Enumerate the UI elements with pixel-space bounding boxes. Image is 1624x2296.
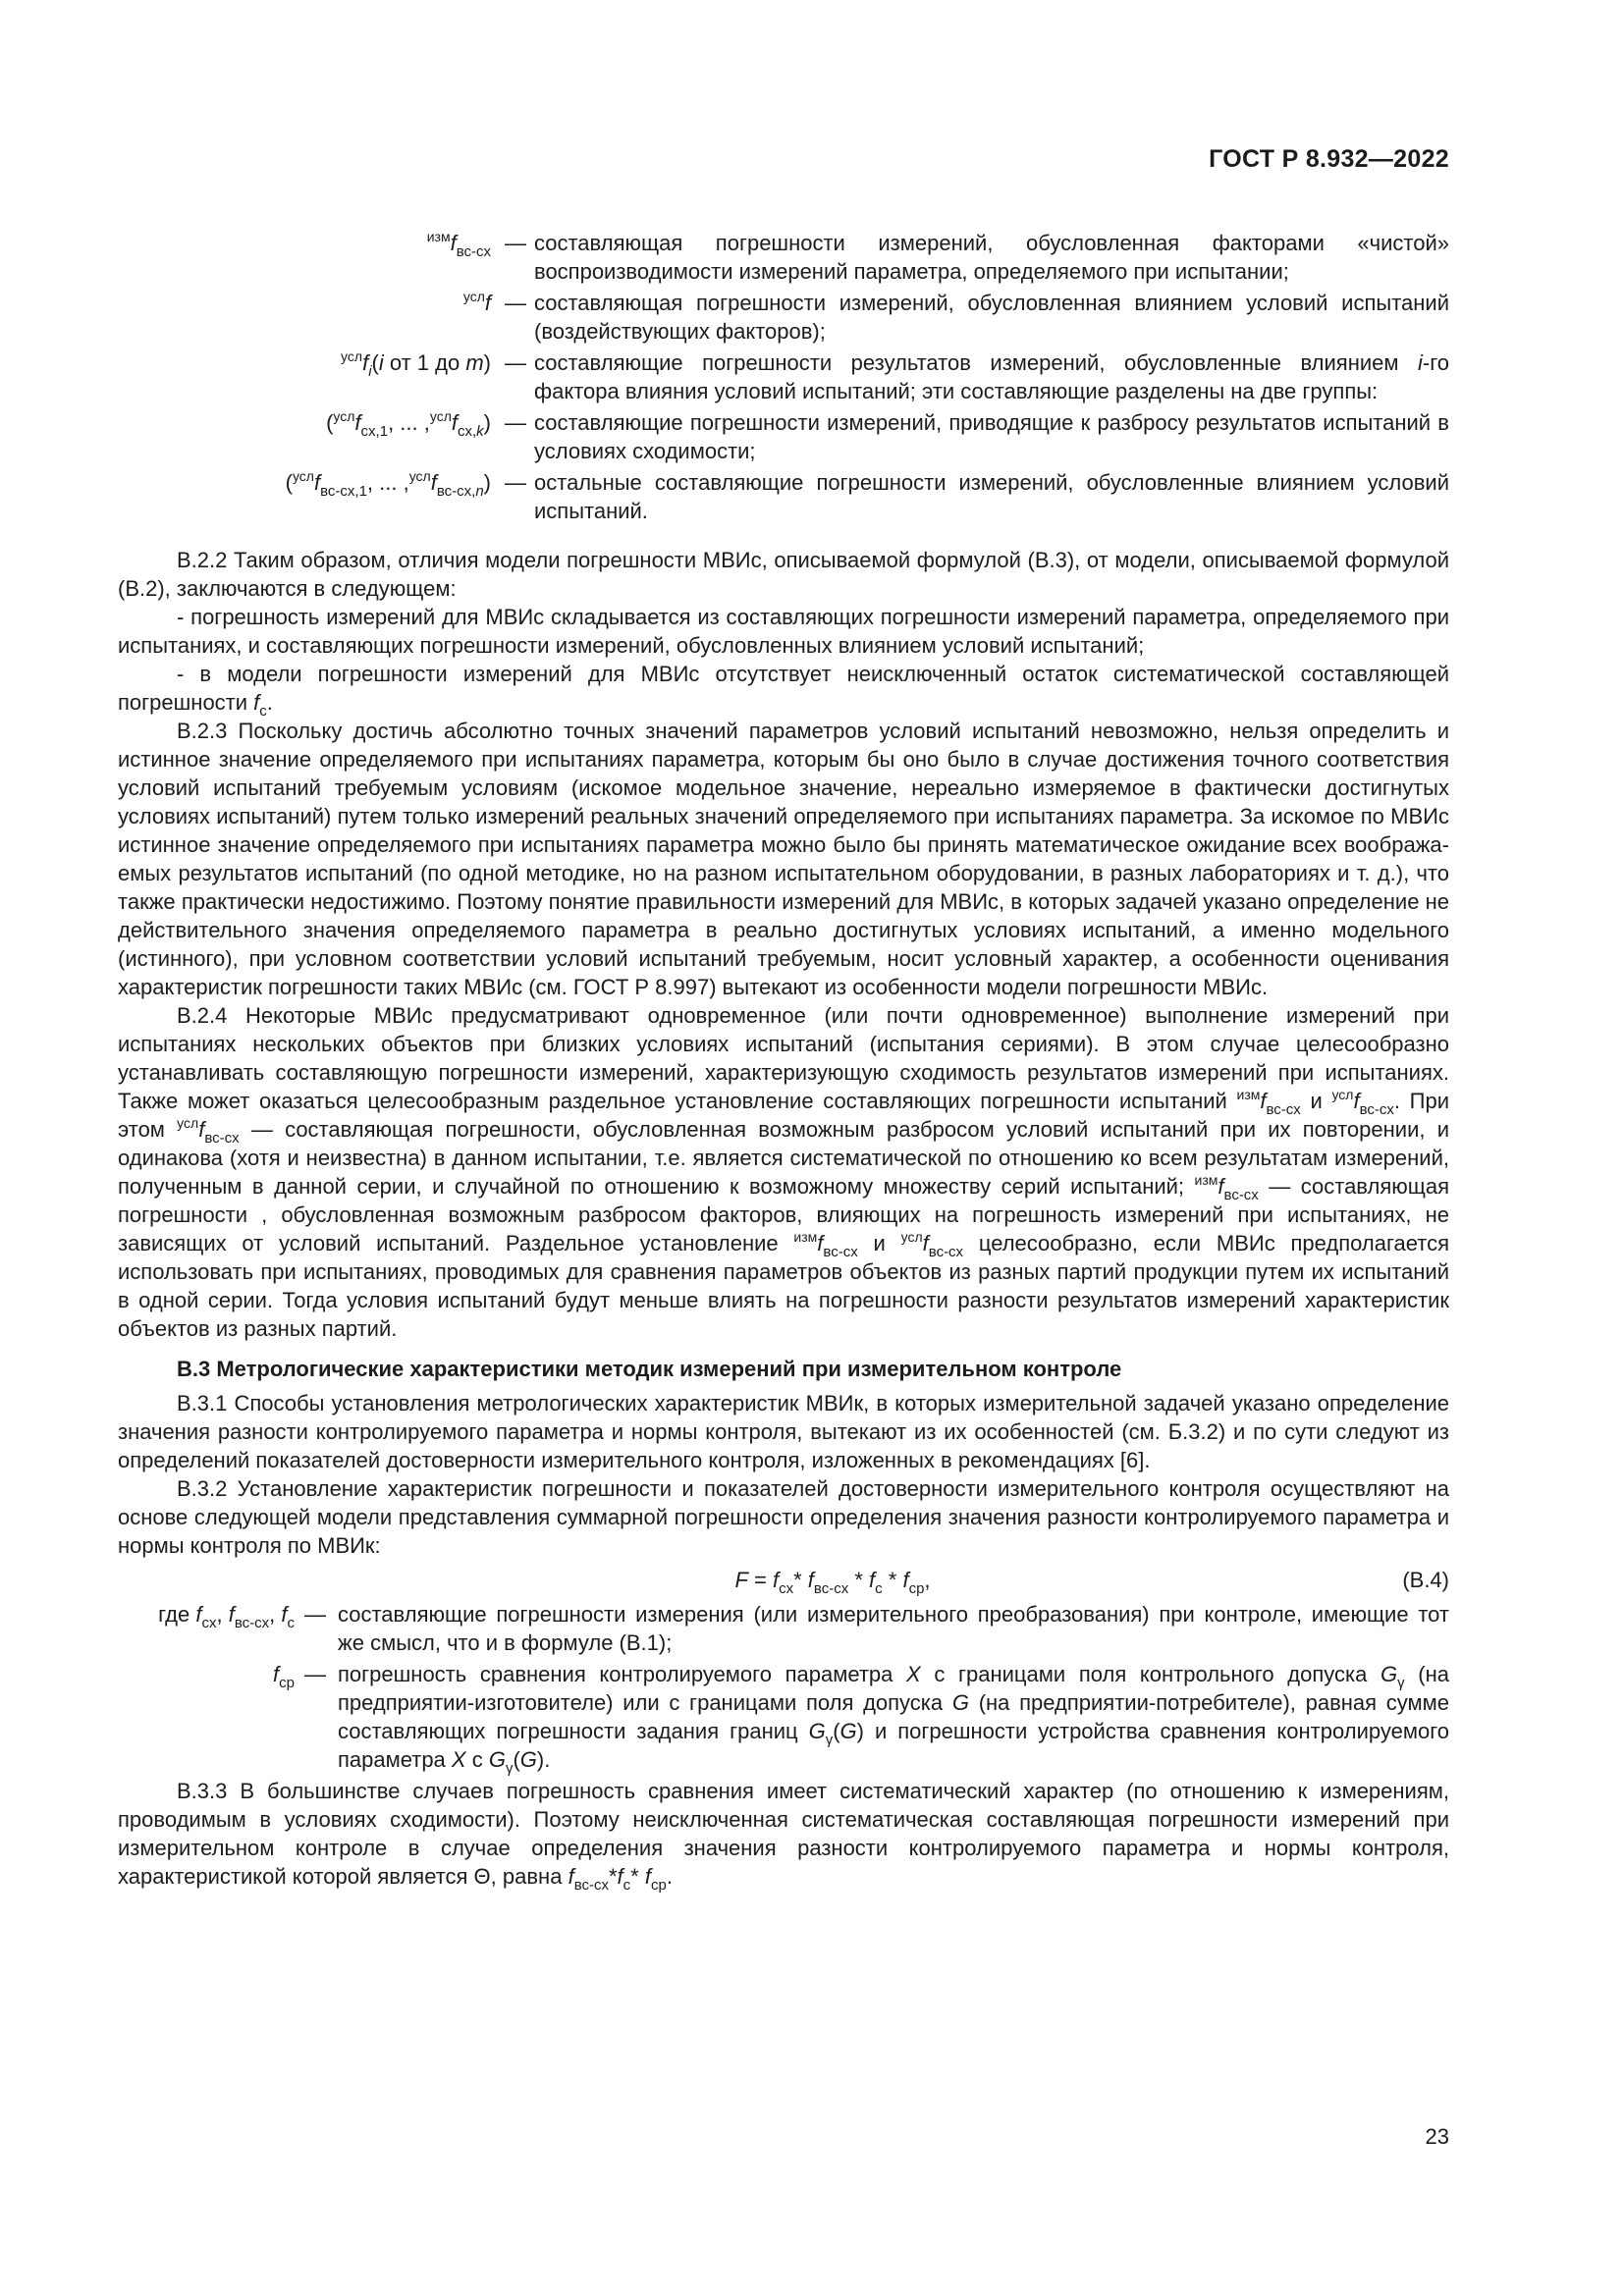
legend-dash: —	[304, 1602, 326, 1627]
legend-text: составляющие погрешности измерения (или измерительного преобразования) при контроле, имеющие тот же смысл, что и в формуле (В.1);	[338, 1602, 1449, 1655]
formula-b4	[118, 1566, 1449, 1597]
symbol-definitions	[118, 229, 1449, 528]
legend-row	[118, 1600, 1449, 1657]
definition-dash: —	[505, 410, 526, 435]
definition-dash: —	[505, 350, 526, 375]
paragraph-b32: В.3.2 Установление характеристик погрешности и показателей достоверности измерительного контроля осуществляют на основе следующей модели представления суммарной погрешности определения значения разности контролируемого параметра и нормы контроля по МВИк:	[118, 1476, 1449, 1558]
formula-number: (В.4)	[1402, 1568, 1449, 1592]
document-header: ГОСТ Р 8.932—2022	[1209, 145, 1449, 173]
definition-row	[118, 348, 1449, 405]
definition-symbol: ($^{усл}f_{вс-сх,1}$, ... $,^{усл}f_{вс-сх,n}$)	[285, 468, 491, 500]
section-heading-b3: В.3 Метрологические характеристики методик измерений при измерительном контроле	[177, 1357, 1122, 1381]
definition-row	[118, 289, 1449, 346]
definition-symbol: ($^{усл}f_{сх,1}$, ... $,^{усл}f_{сх,k}$)	[326, 408, 491, 440]
list-item: - погрешность измерений для МВИс складывается из составляющих погрешности измерений параметра, определяемого при испытаниях, и составляющих погрешности измерений, обусловленных влиянием условий испытаний;	[118, 605, 1449, 658]
definition-row	[118, 229, 1449, 286]
paragraph-b31: В.3.1 Способы установления метрологических характеристик МВИк, в которых измерительной задачей указано определение значения разности контролируемого параметра и нормы контроля, вытекают из их особенностей (см. Б.3.2) и по сути следуют из определений показателей достоверности измерительного контроля, изложенных в рекомендациях [6].	[118, 1391, 1449, 1472]
definition-dash: —	[505, 470, 526, 495]
paragraph-b23: В.2.3 Поскольку достичь абсолютно точных значений параметров условий испытаний невозможно, нельзя определить и истинное значение определяемого при испытаниях параметра, которым бы оно было в случае достижения точного соответствия условий испытаний требуемым условиям (искомое модельное значение, нереально измеряемое в фактически достигнутых условиях испытаний) путем только измерений реальных значений определяемого при испытаниях параметра. За искомое по МВИс истинное значение определяемого при испытаниях параметра можно было бы принять математическое ожидание всех воображаемых результатов испытаний (по одной методике, но на разном испытательном оборудовании, в разных лабораториях и т. д.), что также практически недостижимо. Поэтому понятие правильности измерений для МВИс, в которых задачей указано определение не действительного значения определяемого параметра в реально достигнутых условиях испытаний, а именно модельного (истинного), при условном соответствии условий испытаний требуемым, носит условный характер, а особенности оценивания характеристик погрешности таких МВИс (см. ГОСТ Р 8.997) вытекают из особенности модели погрешности МВИс.	[118, 719, 1449, 999]
legend-text: погрешность сравнения контролируемого параметра X с границами поля контрольного допуска $G_\gamma$ (на предприятии-изготовителе) или с границами поля допуска G (на предприятии-потребителе), равная сумме составляющих погрешности задания границ $G_\gamma(G)$ и погрешности устройства сравнения контролируемого параметра X с $G_\gamma(G)$.	[338, 1662, 1450, 1777]
definition-symbol: $^{усл}$f	[462, 289, 491, 315]
list-item: - в модели погрешности измерений для МВИс отсутствует неисключенный остаток систематической составляющей погрешности $f_с$.	[118, 662, 1449, 720]
paragraph-b22: В.2.2 Таким образом, отличия модели погрешности МВИс, описываемой формулой (В.3), от модели, описываемой формулой (В.2), заключаются в следующем:	[118, 548, 1449, 601]
definition-text: составляющая погрешности измерений, обусловленная факторами «чистой» воспроизводимости измерений параметра, определяемого при испытании;	[534, 231, 1449, 284]
paragraph-b24: В.2.4 Некоторые МВИс предусматривают одновременное (или почти одновременное) выполнение измерений при испытаниях нескольких объектов при близких условиях испытаний (испытания сериями). В этом случае целесообразно устанавливать составляющую погрешности измерений, характеризующую сходимость результатов измерений при испытаниях. Также может оказаться целесообразным раздельное установление составляющих погрешности испытаний $^{изм}f_{вс-сх}$ и $^{усл}f_{вс-сх}$. При этом $^{усл}f_{вс-сх}$ — составляющая погрешности, обусловленная возможным разбросом условий испытаний при их повторении, и одинакова (хотя и неизвестна) в данном испытании, т.е. является систематической по отношению ко всем результатам измерений, полученным в данной серии, и случайной по отношению к возможному множеству серий испытаний; $^{изм}f_{вс-сх}$ — составляющая погрешности , обусловленная возможным разбросом факторов, влияющих на погрешность измерений при испытаниях, не зависящих от условий испытаний. Раздельное установление $^{изм}f_{вс-сх}$ и $^{усл}f_{вс-сх}$ целесообразно, если МВИс предполагается использовать при испытаниях, проводимых для сравнения параметров объектов из разных партий продукции путем их испытаний в одной серии. Тогда условия испытаний будут меньше влиять на погрешности разности результатов измерений характеристик объектов из разных партий.	[118, 1003, 1450, 1341]
definition-text: составляющие погрешности результатов измерений, обусловленные влиянием i-го фактора влияния условий испытаний; эти составляющие разделены на две группы:	[534, 350, 1449, 403]
formula-expression: $F = f_{сх}*$ $f_{вс-сх} * f_с * f_{ср}$,	[734, 1568, 931, 1597]
legend-dash: —	[304, 1662, 326, 1686]
definition-text: составляющая погрешности измерений, обусловленная влиянием условий испытаний (воздействующих факторов);	[534, 291, 1449, 344]
legend-symbol: где $f_{сх}$, $f_{вс-сх}$, $f_с$	[158, 1602, 295, 1631]
legend-symbol: $f_{ср}$	[273, 1662, 295, 1691]
definition-dash: —	[505, 291, 526, 315]
definition-text: составляющие погрешности измерений, приводящие к разбросу результатов испытаний в условиях сходимости;	[534, 410, 1449, 463]
document-body	[118, 546, 1450, 1894]
definition-row	[118, 468, 1449, 525]
formula-legend	[118, 1600, 1450, 1777]
definition-text: остальные составляющие погрешности измерений, обусловленные влиянием условий испытаний.	[534, 470, 1449, 523]
legend-row	[118, 1660, 1450, 1777]
definition-symbol: $^{изм}f_{вс-сх}$	[426, 229, 491, 260]
paragraph-b33: В.3.3 В большинстве случаев погрешность сравнения имеет систематический характер (по отношению к измерениям, проводимым в условиях сходимости). Поэтому неисключенная систематическая составляющая погрешности измерений при измерительном контроле в случае определения значения разности контролируемого параметра и нормы контроля, характеристикой которой является Θ, равна $f_{вс-сх}*f_с*$ $f_{ср}$.	[118, 1779, 1449, 1894]
definition-dash: —	[505, 231, 526, 255]
definition-row	[118, 408, 1449, 465]
page-number: 23	[1425, 2124, 1449, 2149]
definition-symbol: $^{усл}f_i(i$ от 1 до m)	[341, 348, 491, 380]
